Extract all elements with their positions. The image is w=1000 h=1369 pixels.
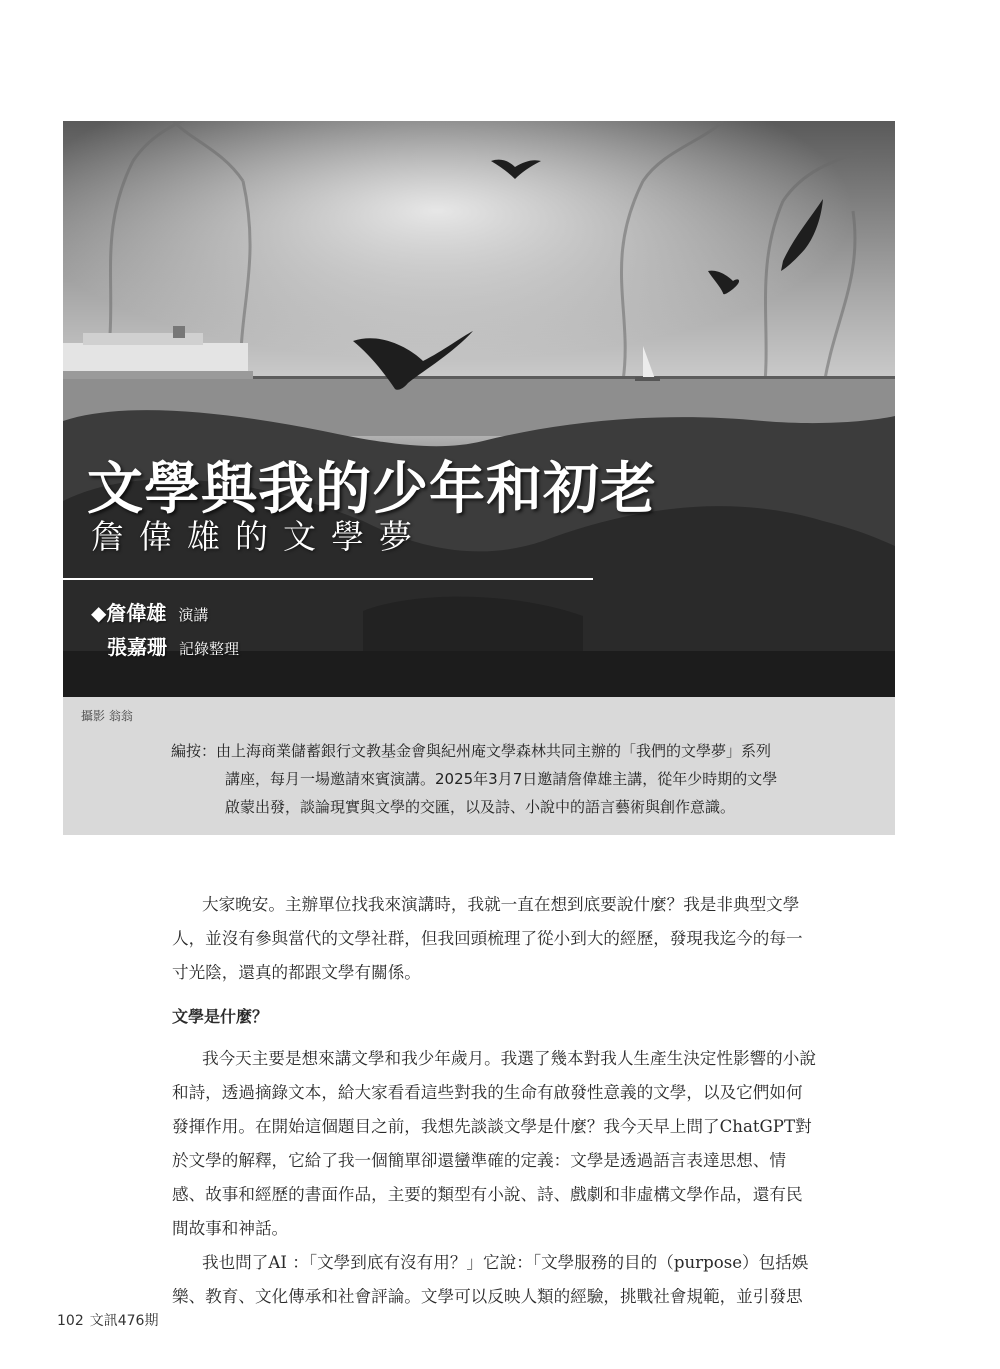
paragraph-line: 寸光陰，還真的都跟文學有關係。 (172, 963, 421, 982)
paragraph-line: 和詩，透過摘錄文本，給大家看看這些對我的生命有啟發性意義的文學，以及它們如何 (172, 1083, 803, 1102)
recorder-role: 記錄整理 (179, 640, 240, 658)
paragraph-line: 感、故事和經歷的書面作品，主要的類型有小說、詩、戲劇和非虛構文學作品，還有民 (172, 1185, 803, 1204)
paragraph-line: 於文學的解釋，它給了我一個簡單卻還蠻準確的定義：文學是透過語言表達思想、情 (172, 1151, 786, 1170)
editor-note-box (63, 697, 895, 835)
magazine-issue: 文訊476期 (89, 1313, 159, 1329)
speaker-role: 演講 (178, 606, 209, 624)
article-subtitle: 詹偉雄的文學夢 (91, 517, 427, 556)
paragraph-line: 我今天主要是想來講文學和我少年歲月。我選了幾本對我人生產生決定性影響的小說 (202, 1049, 816, 1068)
page-footer (57, 1310, 158, 1330)
editor-note-line: 講座，每月一場邀請來賓演講。2025年3月7日邀請詹偉雄主講，從年少時期的文學 (225, 770, 778, 788)
paragraph-line: 人，並沒有參與當代的文學社群，但我回頭梳理了從小到大的經歷，發現我迄今的每一 (172, 929, 803, 948)
intro-paragraph (172, 888, 902, 990)
paragraph-line: 我也問了AI ：「文學到底有沒有用？」它說：「文學服務的目的（purpose）包括娛 (202, 1253, 809, 1272)
page-number: 102 (57, 1313, 84, 1329)
photo-credit: 攝影 翁翁 (81, 709, 133, 723)
title-divider (63, 578, 593, 580)
article-title: 文學與我的少年和初老 (87, 456, 657, 522)
speaker-credit (91, 597, 208, 626)
editor-note (171, 737, 871, 821)
article-body (172, 888, 902, 1314)
paragraph-line: 間故事和神話。 (172, 1219, 289, 1238)
recorder-name: 張嘉珊 (107, 635, 167, 659)
paragraph-line: 發揮作用。在開始這個題目之前，我想先談談文學是什麼？我今天早上問了ChatGPT對 (172, 1117, 812, 1136)
section-heading: 文學是什麼？ (172, 1007, 269, 1026)
body-paragraph (172, 1042, 902, 1246)
hero-image (63, 121, 895, 697)
speaker-name: ◆詹偉雄 (91, 601, 167, 625)
editor-note-line: 啟蒙出發，談論現實與文學的交匯，以及詩、小說中的語言藝術與創作意識。 (225, 798, 736, 816)
body-paragraph (172, 1246, 902, 1314)
recorder-credit (107, 631, 239, 660)
paragraph-line: 樂、教育、文化傳承和社會評論。文學可以反映人類的經驗，挑戰社會規範，並引發思 (172, 1287, 803, 1306)
editor-note-line: 編按：由上海商業儲蓄銀行文教基金會與紀州庵文學森林共同主辦的「我們的文學夢」系列 (171, 742, 772, 760)
paragraph-line: 大家晚安。主辦單位找我來演講時，我就一直在想到底要說什麼？我是非典型文學 (202, 895, 800, 914)
